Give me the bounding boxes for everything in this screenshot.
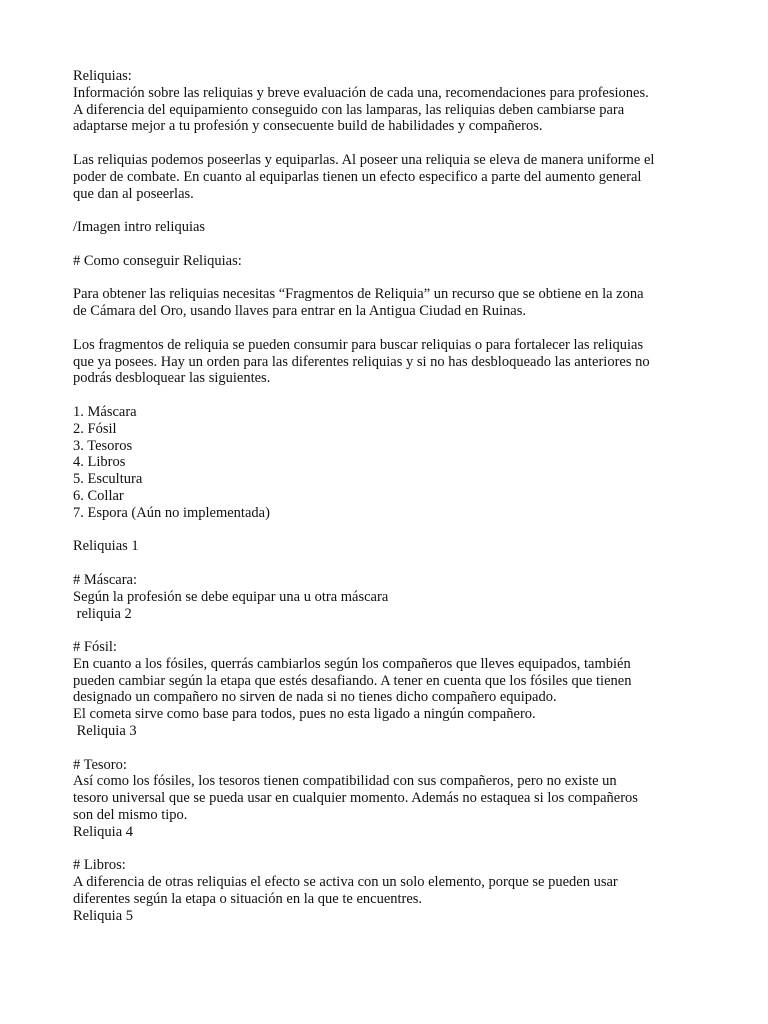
text-line: # Libros: — [73, 857, 126, 874]
text-line: poder de combate. En cuanto al equiparlas tienen un efecto especifico a parte del aumento general — [73, 168, 642, 185]
text-line: A diferencia de otras reliquias el efecto se activa con un solo elemento, porque se pueden usar — [73, 874, 618, 891]
text-line: # Fósil: — [73, 639, 117, 656]
text-line: En cuanto a los fósiles, querrás cambiarlos según los compañeros que lleves equipados, también — [73, 655, 631, 672]
text-line: tesoro universal que se pueda usar en cualquier momento. Además no estaquea si los compañeros — [73, 790, 638, 807]
paragraph — [73, 404, 713, 522]
text-line: Información sobre las reliquias y breve evaluación de cada una, recomendaciones para profesiones. — [73, 84, 649, 101]
text-line: diferentes según la etapa o situación en la que te encuentres. — [73, 891, 423, 908]
text-line: reliquia 2 — [73, 605, 132, 622]
text-line: Reliquia 4 — [73, 823, 134, 840]
text-line: 5. Escultura — [73, 471, 143, 488]
text-line: Para obtener las reliquias necesitas “Fragmentos de Reliquia” un recurso que se obtiene en la zona — [73, 286, 644, 303]
text-line: # Como conseguir Reliquias: — [73, 252, 242, 269]
text-line: 4. Libros — [73, 454, 126, 471]
text-line: # Tesoro: — [73, 756, 127, 773]
text-line: El cometa sirve como base para todos, pues no esta ligado a ningún compañero. — [73, 706, 536, 723]
text-line: Las reliquias podemos poseerlas y equiparlas. Al poseer una reliquia se eleva de manera uniforme el — [73, 151, 655, 168]
text-line: de Cámara del Oro, usando llaves para entrar en la Antigua Ciudad en Ruinas. — [73, 303, 526, 320]
text-line: Reliquia 5 — [73, 907, 134, 924]
paragraph — [73, 639, 713, 740]
text-line: podrás desbloquear las siguientes. — [73, 370, 271, 387]
text-line: /Imagen intro reliquias — [73, 219, 206, 236]
text-line: adaptarse mejor a tu profesión y consecuente build de habilidades y compañeros. — [73, 118, 543, 135]
text-line: 7. Espora (Aún no implementada) — [73, 504, 270, 521]
text-line: Reliquias: — [73, 68, 132, 84]
text-line: Reliquias 1 — [73, 538, 139, 555]
paragraph — [73, 857, 713, 924]
text-line: 1. Máscara — [73, 403, 137, 420]
paragraph — [73, 219, 713, 236]
text-line: pueden cambiar según la etapa que estés desafiando. A tener en cuenta que los fósiles que tienen — [73, 672, 632, 689]
paragraph — [73, 757, 713, 841]
paragraph — [73, 538, 713, 555]
text-line: 3. Tesoros — [73, 437, 133, 454]
paragraph — [73, 337, 713, 387]
text-line: Reliquia 3 — [73, 723, 137, 740]
text-line: A diferencia del equipamiento conseguido con las lamparas, las reliquias deben cambiarse para — [73, 101, 625, 118]
text-line: # Máscara: — [73, 571, 138, 588]
text-line: Los fragmentos de reliquia se pueden consumir para buscar reliquias o para fortalecer las reliquias — [73, 336, 644, 353]
text-line: 2. Fósil — [73, 420, 117, 437]
text-line: Así como los fósiles, los tesoros tienen compatibilidad con sus compañeros, pero no existe un — [73, 773, 617, 790]
paragraph — [73, 253, 713, 270]
paragraph — [73, 572, 713, 622]
text-line: que dan al poseerlas. — [73, 185, 194, 202]
paragraph — [73, 152, 713, 202]
text-line: 6. Collar — [73, 487, 124, 504]
document-page — [73, 68, 713, 941]
text-line: son del mismo tipo. — [73, 807, 188, 824]
text-line: designado un compañero no sirven de nada si no tienes dicho compañero equipado. — [73, 689, 557, 706]
paragraph — [73, 68, 713, 135]
text-line: que ya posees. Hay un orden para las diferentes reliquias y si no has desbloqueado las anteriores no — [73, 353, 650, 370]
text-line: Según la profesión se debe equipar una u otra máscara — [73, 588, 389, 605]
paragraph — [73, 286, 713, 320]
